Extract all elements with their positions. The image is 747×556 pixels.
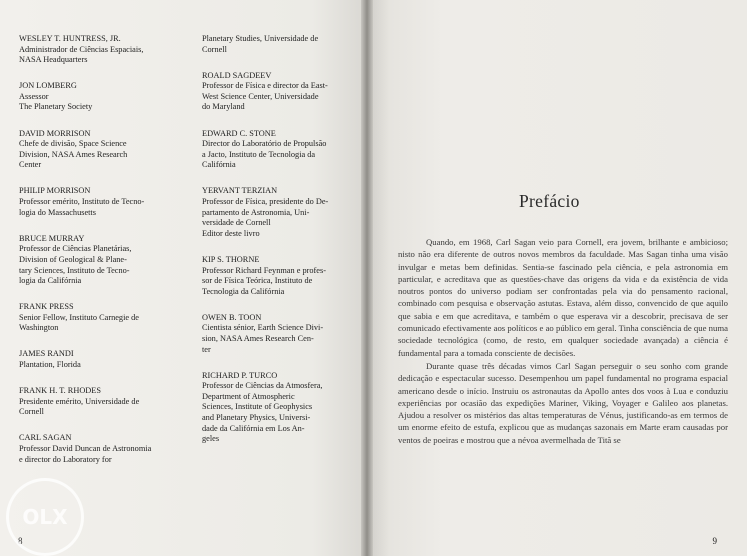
contributor-line: Center xyxy=(19,160,42,170)
contributor-line: Professor Richard Feynman e profes- xyxy=(202,265,326,275)
contributor-line: Presidente emérito, Universidade de xyxy=(19,396,140,406)
contributor-line: Cornell xyxy=(202,44,227,54)
contributor-line: dade da Califórnia em Los An- xyxy=(202,423,305,433)
contributor-line: NASA Headquarters xyxy=(19,55,88,65)
contributor-entry xyxy=(19,34,179,66)
contributor-line: Professor emérito, Instituto de Tecno- xyxy=(19,197,145,207)
contributor-line: Tecnologia da Califórnia xyxy=(202,286,285,296)
contributor-entry xyxy=(19,129,179,171)
contributor-line-first: EDWARD C. STONE xyxy=(202,128,276,138)
contributor-line-first: ROALD SAGDEEV xyxy=(202,70,272,80)
contributor-entry xyxy=(202,313,362,355)
contributor-entry xyxy=(19,186,179,218)
contributor-entry xyxy=(202,371,362,445)
contributor-line: Professor de Física e director da East- xyxy=(202,81,328,91)
contributor-line: Assessor xyxy=(19,91,49,101)
contributor-line: Chefe de divisão, Space Science xyxy=(19,139,127,149)
contributor-entry xyxy=(19,433,179,465)
contributor-line: sor de Física Teórica, Instituto de xyxy=(202,276,313,286)
contributor-line: Cornell xyxy=(19,407,44,417)
contributor-line-first: YERVANT TERZIAN xyxy=(202,186,278,196)
contributor-line-first: CARL SAGAN xyxy=(19,433,72,443)
contributor-entry xyxy=(19,234,179,287)
contributor-line: geles xyxy=(202,434,220,444)
contributor-line: Washington xyxy=(19,323,59,333)
contributor-entry xyxy=(19,81,179,113)
contributor-line: Administrador de Ciências Espaciais, xyxy=(19,44,144,54)
contributor-entry xyxy=(202,34,362,55)
contributor-entry xyxy=(19,302,179,334)
page-number-right: 9 xyxy=(712,536,717,546)
contributor-line: Professor de Ciências da Atmosfera, xyxy=(202,381,323,391)
contributor-line: Professor David Duncan de Astronomia xyxy=(19,444,152,454)
contributor-entry xyxy=(19,386,179,418)
preface-body xyxy=(398,236,728,446)
contributors-column-b xyxy=(202,34,362,460)
contributor-line: Professor de Física, presidente do De- xyxy=(202,197,329,207)
contributor-line: do Maryland xyxy=(202,102,245,112)
contributor-line: and Planetary Physics, Universi- xyxy=(202,413,311,423)
contributor-line-first: FRANK PRESS xyxy=(19,302,74,312)
preface-paragraph-2: Durante quase três décadas vimos Carl Sagan perseguir o seu sonho com grande dedicação e espectacular sucesso. Desempenhou um papel fundamental no programa espacial americano desde o início. Instruiu os astronautas da Apollo antes dos voos à Lua e conduziu experiências por ocasião das expedições Mariner, Viking, Voyager e Galileo aos planetas. Ajudou a resolver os mistérios das altas temperaturas de Vénus, justificando-as em termos de um enorme efeito de estufa, explicou que as mudanças sazonais em Marte eram causadas por ventos de poeiras e mostrou que a névoa avermelhada de Titã se xyxy=(398,360,728,445)
page-number-left: 8 xyxy=(18,536,23,546)
contributor-line: logia do Massachusetts xyxy=(19,207,96,217)
chapter-title: Prefácio xyxy=(519,191,580,211)
contributor-line: Professor de Ciências Planetárias, xyxy=(19,244,132,254)
contributor-line: Division of Geological & Plane- xyxy=(19,254,127,264)
contributor-line-first: Planetary Studies, Universidade de xyxy=(202,34,319,43)
contributor-line: a Jacto, Instituto de Tecnologia da xyxy=(202,149,316,159)
contributor-line: versidade de Cornell xyxy=(202,218,271,228)
contributor-line: Plantation, Florida xyxy=(19,360,81,370)
contributor-line: The Planetary Society xyxy=(19,102,93,112)
contributor-entry xyxy=(202,255,362,297)
contributor-line-first: DAVID MORRISON xyxy=(19,128,91,138)
contributors-column-a xyxy=(19,34,179,481)
watermark-text: OLX xyxy=(22,505,68,529)
preface-paragraph-1: Quando, em 1968, Carl Sagan veio para Cornell, era jovem, brilhante e ambicioso; nisto não era diferente de outros novos membros da faculdade. Mas Sagan tinha uma visão invulgar e metas bem definidas. Sentia-se fascinado pela ciência, e pela astronomia em particular, e acreditava que as questões-chave das origens da vida e da existência de vida noutros pontos do universo podiam ser confrontadas pela via do pensamento racional, combinado com pesquisa e observação astutas. Estava, além disso, convencido de que aquilo que sabia e em que acreditava, e também o que esperava vir a descobrir, precisava de ser comunicado efectivamente aos políticos e ao público em geral. Tinha consciência de que numa sociedade tecnológica (como, de resto, em qualquer sociedade avançada) a ciência é fundamental para a tomada consciente de decisões. xyxy=(398,237,728,358)
contributor-line: e director do Laboratory for xyxy=(19,454,112,464)
contributor-line: Califórnia xyxy=(202,160,236,170)
olx-watermark-logo xyxy=(6,478,84,556)
contributor-line-first: BRUCE MURRAY xyxy=(19,233,85,243)
contributor-line: Editor deste livro xyxy=(202,228,260,238)
contributor-line: tary Sciences, Instituto de Tecno- xyxy=(19,265,130,275)
contributor-entry xyxy=(202,186,362,239)
contributor-line-first: KIP S. THORNE xyxy=(202,254,260,264)
contributor-line: Cientista sénior, Earth Science Divi- xyxy=(202,323,324,333)
contributor-line: logia da Califórnia xyxy=(19,276,82,286)
contributor-line: sion, NASA Ames Research Cen- xyxy=(202,333,314,343)
contributor-line-first: OWEN B. TOON xyxy=(202,312,262,322)
contributor-line-first: RICHARD P. TURCO xyxy=(202,370,278,380)
contributor-line: West Science Center, Universidade xyxy=(202,91,319,101)
contributor-line-first: JON LOMBERG xyxy=(19,81,77,91)
left-page xyxy=(0,0,367,556)
contributor-line-first: FRANK H. T. RHODES xyxy=(19,386,101,396)
right-page xyxy=(367,0,747,556)
contributor-line: Sciences, Institute of Geophysics xyxy=(202,402,313,412)
book-gutter xyxy=(361,0,373,556)
contributor-entry xyxy=(202,71,362,113)
contributor-entry xyxy=(19,349,179,370)
contributor-entry xyxy=(202,129,362,171)
contributor-line-first: JAMES RANDI xyxy=(19,349,74,359)
contributor-line: Division, NASA Ames Research xyxy=(19,149,128,159)
contributor-line-first: PHILIP MORRISON xyxy=(19,186,91,196)
contributor-line: Director do Laboratório de Propulsão xyxy=(202,139,327,149)
contributor-line: Department of Atmospheric xyxy=(202,391,295,401)
contributor-line: partamento de Astronomia, Uni- xyxy=(202,207,310,217)
contributor-line-first: WESLEY T. HUNTRESS, JR. xyxy=(19,34,121,43)
contributor-line: Senior Fellow, Instituto Carnegie de xyxy=(19,312,139,322)
contributor-line: ter xyxy=(202,344,211,354)
